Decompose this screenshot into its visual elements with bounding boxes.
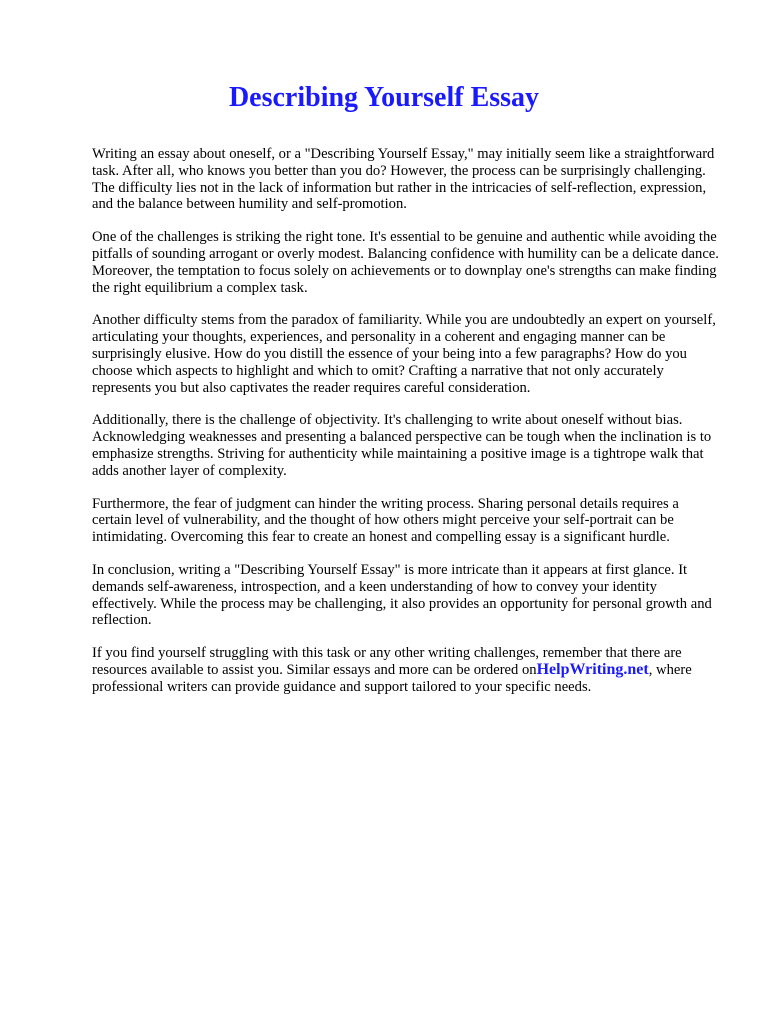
helpwriting-link[interactable]: HelpWriting.net: [536, 660, 649, 678]
closing-text-before-link: If you find yourself struggling with this task or any other writing challenges, remember that there are resources available to assist you. Similar essays and more can be ordered on: [92, 645, 682, 678]
paragraph-closing: [92, 645, 720, 695]
paragraph-intro: Writing an essay about oneself, or a "Describing Yourself Essay," may initially seem like a straightforward task. After all, who knows you better than you do? However, the process can be surprisingly challenging. The difficulty lies not in the lack of information but rather in the intricacies of self-reflection, expression, and the balance between humility and self-promotion.: [92, 146, 715, 213]
closing-text-after-link: , where professional writers can provide guidance and support tailored to your specific needs.: [92, 661, 692, 695]
paragraph-familiarity: Another difficulty stems from the paradox of familiarity. While you are undoubtedly an expert on yourself, articulating your thoughts, experiences, and personality in a coherent and engaging manner can be surprisingly elusive. How do you distill the essence of your being into a few paragraphs? How do you choose which aspects to highlight and which to omit? Crafting a narrative that not only accurately represents you but also captivates the reader requires careful consideration.: [92, 312, 716, 396]
paragraph-tone: One of the challenges is striking the right tone. It's essential to be genuine and authentic while avoiding the pitfalls of sounding arrogant or overly modest. Balancing confidence with humility can be a delicate dance. Moreover, the temptation to focus solely on achievements or to downplay one's strengths can make finding the right equilibrium a complex task.: [92, 229, 719, 296]
paragraph-objectivity: Additionally, there is the challenge of objectivity. It's challenging to write about oneself without bias. Acknowledging weaknesses and presenting a balanced perspective can be tough when the inclination is to emphasize strengths. Striving for authenticity while maintaining a positive image is a tightrope walk that adds another layer of complexity.: [92, 412, 712, 479]
paragraph-judgment: Furthermore, the fear of judgment can hinder the writing process. Sharing personal details requires a certain level of vulnerability, and the thought of how others might perceive your self-portrait can be intimidating. Overcoming this fear to create an honest and compelling essay is a significant hurdle.: [92, 495, 679, 546]
document-title: Describing Yourself Essay: [228, 82, 540, 113]
paragraph-conclusion: In conclusion, writing a "Describing Yourself Essay" is more intricate than it appears at first glance. It demands self-awareness, introspection, and a keen understanding of how to convey your identity effectively. While the process may be challenging, it also provides an opportunity for personal growth and reflection.: [92, 561, 712, 629]
